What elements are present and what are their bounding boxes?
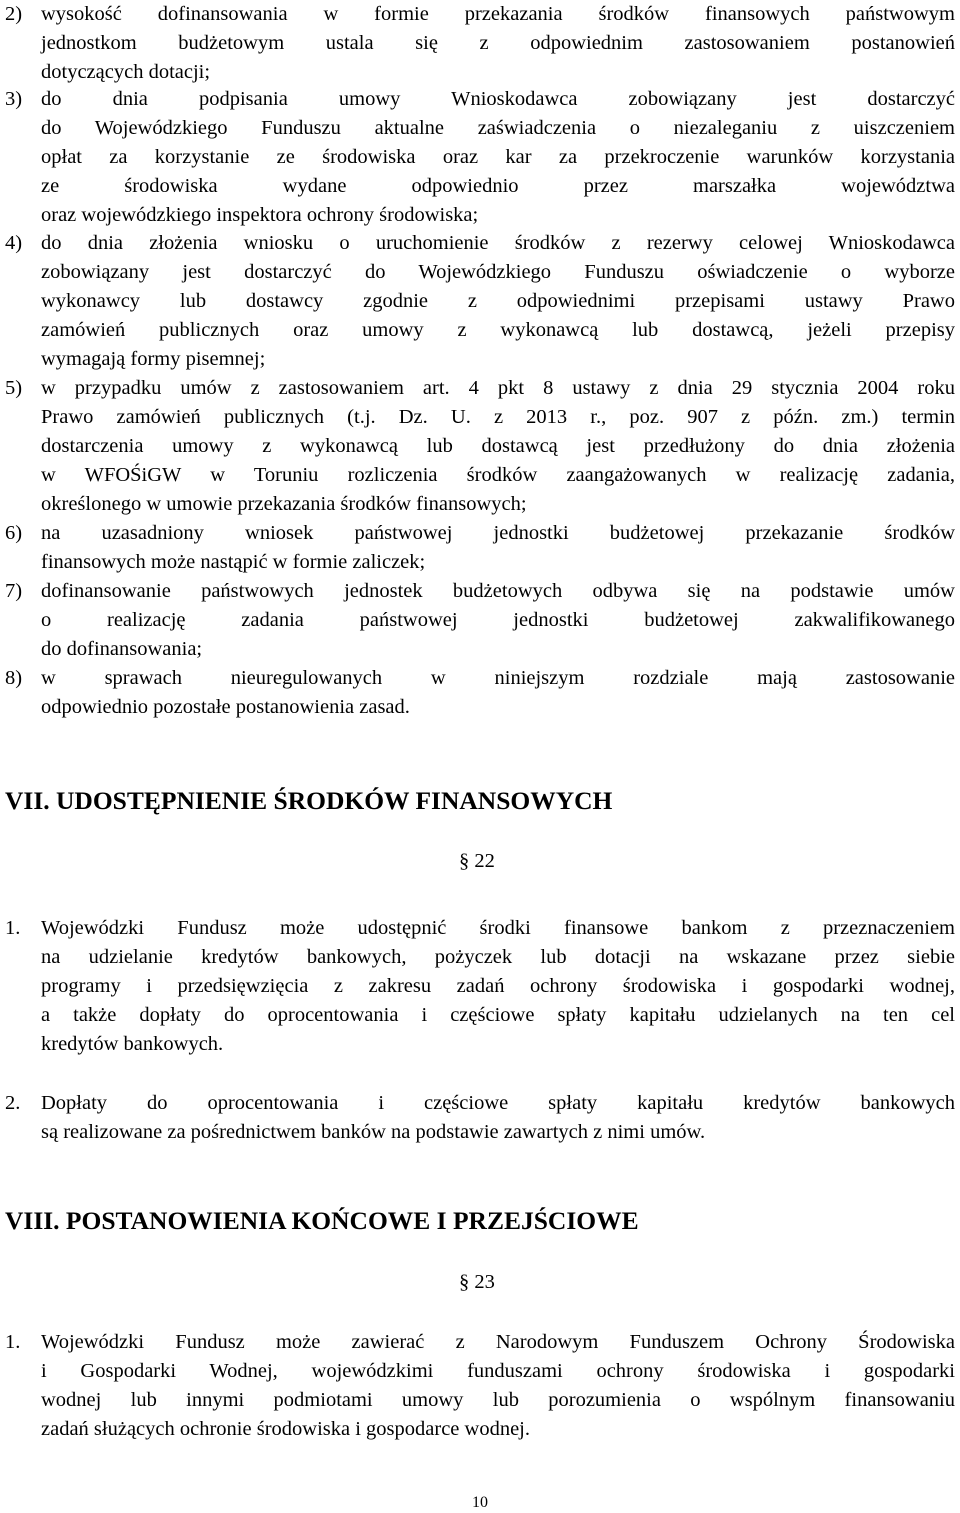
page-number: 10: [472, 1494, 488, 1511]
text-line: ze środowiska wydane odpowiednio przez marszałka województwa: [41, 175, 955, 197]
text-line: wysokość dofinansowania w formie przekazania środków finansowych państwowym: [41, 3, 955, 25]
point-text: [41, 1328, 955, 1444]
text-line: oraz wojewódzkiego inspektora ochrony środowiska;: [41, 204, 479, 226]
text-line: w WFOŚiGW w Toruniu rozliczenia środków zaangażowanych w realizację zadania,: [41, 464, 955, 486]
section-heading-viii: VIII. POSTANOWIENIA KOŃCOWE I PRZEJŚCIOWE: [5, 1206, 639, 1235]
text-line: wodnej lub innymi podmiotami umowy lub porozumienia o wspólnym finansowaniu: [41, 1389, 955, 1411]
text-line: określonego w umowie przekazania środków finansowych;: [41, 493, 527, 515]
list-item-text: [41, 0, 955, 87]
text-line: finansowych może nastąpić w formie zaliczek;: [41, 551, 426, 573]
text-line: i Gospodarki Wodnej, wojewódzkimi funduszami ochrony środowiska i gospodarki: [41, 1360, 955, 1382]
list-item-number: 4): [5, 232, 23, 254]
text-line: wymagają formy pisemnej;: [41, 348, 266, 370]
text-line: Wojewódzki Fundusz może udostępnić środki finansowe bankom z przeznaczeniem: [41, 917, 955, 939]
text-line: kredytów bankowych.: [41, 1033, 224, 1055]
text-line: zobowiązany jest dostarczyć do Wojewódzkiego Funduszu oświadczenie o wyborze: [41, 261, 955, 283]
text-line: do dnia podpisania umowy Wnioskodawca zobowiązany jest dostarczyć: [41, 88, 955, 110]
text-line: do dnia złożenia wniosku o uruchomienie środków z rezerwy celowej Wnioskodawca: [41, 232, 955, 254]
text-line: są realizowane za pośrednictwem banków na podstawie zawartych z nimi umów.: [41, 1121, 706, 1143]
text-line: dotyczących dotacji;: [41, 61, 211, 83]
point-text: [41, 914, 955, 1059]
text-line: odpowiednio pozostałe postanowienia zasad.: [41, 696, 410, 718]
paragraph-marker-23: § 23: [459, 1271, 495, 1293]
text-line: Prawo zamówień publicznych (t.j. Dz. U. z 2013 r., poz. 907 z późn. zm.) termin: [41, 406, 955, 428]
list-item-number: 6): [5, 522, 23, 544]
text-line: opłat za korzystanie ze środowiska oraz kar za przekroczenie warunków korzystania: [41, 146, 955, 168]
text-line: zamówień publicznych oraz umowy z wykonawcą lub dostawcą, jeżeli przepisy: [41, 319, 955, 341]
point-number: 1.: [5, 1331, 21, 1353]
point-number: 2.: [5, 1092, 21, 1114]
list-item-number: 5): [5, 377, 23, 399]
list-item-number: 8): [5, 667, 23, 689]
text-line: do dofinansowania;: [41, 638, 203, 660]
list-item-text: [41, 229, 955, 374]
paragraph-marker-22: § 22: [459, 850, 495, 872]
text-line: programy i przedsięwzięcia z zakresu zadań ochrony środowiska i gospodarki wodnej,: [41, 975, 955, 997]
text-line: na udzielanie kredytów bankowych, pożyczek lub dotacji na wskazane przez siebie: [41, 946, 955, 968]
text-line: dostarczenia umowy z wykonawcą lub dostawcą jest przedłużony do dnia złożenia: [41, 435, 955, 457]
text-line: jednostkom budżetowym ustala się z odpowiednim zastosowaniem postanowień: [41, 32, 955, 54]
list-item-number: 2): [5, 3, 23, 25]
list-item-text: [41, 374, 955, 519]
text-line: Wojewódzki Fundusz może zawierać z Narodowym Funduszem Ochrony Środowiska: [41, 1331, 955, 1353]
text-line: Dopłaty do oprocentowania i częściowe spłaty kapitału kredytów bankowych: [41, 1092, 955, 1114]
text-line: zadań służących ochronie środowiska i gospodarce wodnej.: [41, 1418, 530, 1440]
text-line: dofinansowanie państwowych jednostek budżetowych odbywa się na podstawie umów: [41, 580, 955, 602]
text-line: w sprawach nieuregulowanych w niniejszym rozdziale mają zastosowanie: [41, 667, 955, 689]
text-line: na uzasadniony wniosek państwowej jednostki budżetowej przekazanie środków: [41, 522, 955, 544]
list-item-text: [41, 577, 955, 664]
list-item-number: 7): [5, 580, 23, 602]
text-line: do Wojewódzkiego Funduszu aktualne zaświadczenia o niezaleganiu z uiszczeniem: [41, 117, 955, 139]
list-item-text: [41, 519, 955, 577]
text-line: a także dopłaty do oprocentowania i częściowe spłaty kapitału udzielanych na ten cel: [41, 1004, 955, 1026]
text-line: w przypadku umów z zastosowaniem art. 4 pkt 8 ustawy z dnia 29 stycznia 2004 roku: [41, 377, 955, 399]
section-heading-vii: VII. UDOSTĘPNIENIE ŚRODKÓW FINANSOWYCH: [5, 786, 613, 815]
text-line: wykonawcy lub dostawcy zgodnie z odpowiednimi przepisami ustawy Prawo: [41, 290, 955, 312]
point-text: [41, 1089, 955, 1147]
list-item-text: [41, 85, 955, 230]
text-line: o realizację zadania państwowej jednostki budżetowej zakwalifikowanego: [41, 609, 955, 631]
point-number: 1.: [5, 917, 21, 939]
list-item-text: [41, 664, 955, 722]
list-item-number: 3): [5, 88, 23, 110]
